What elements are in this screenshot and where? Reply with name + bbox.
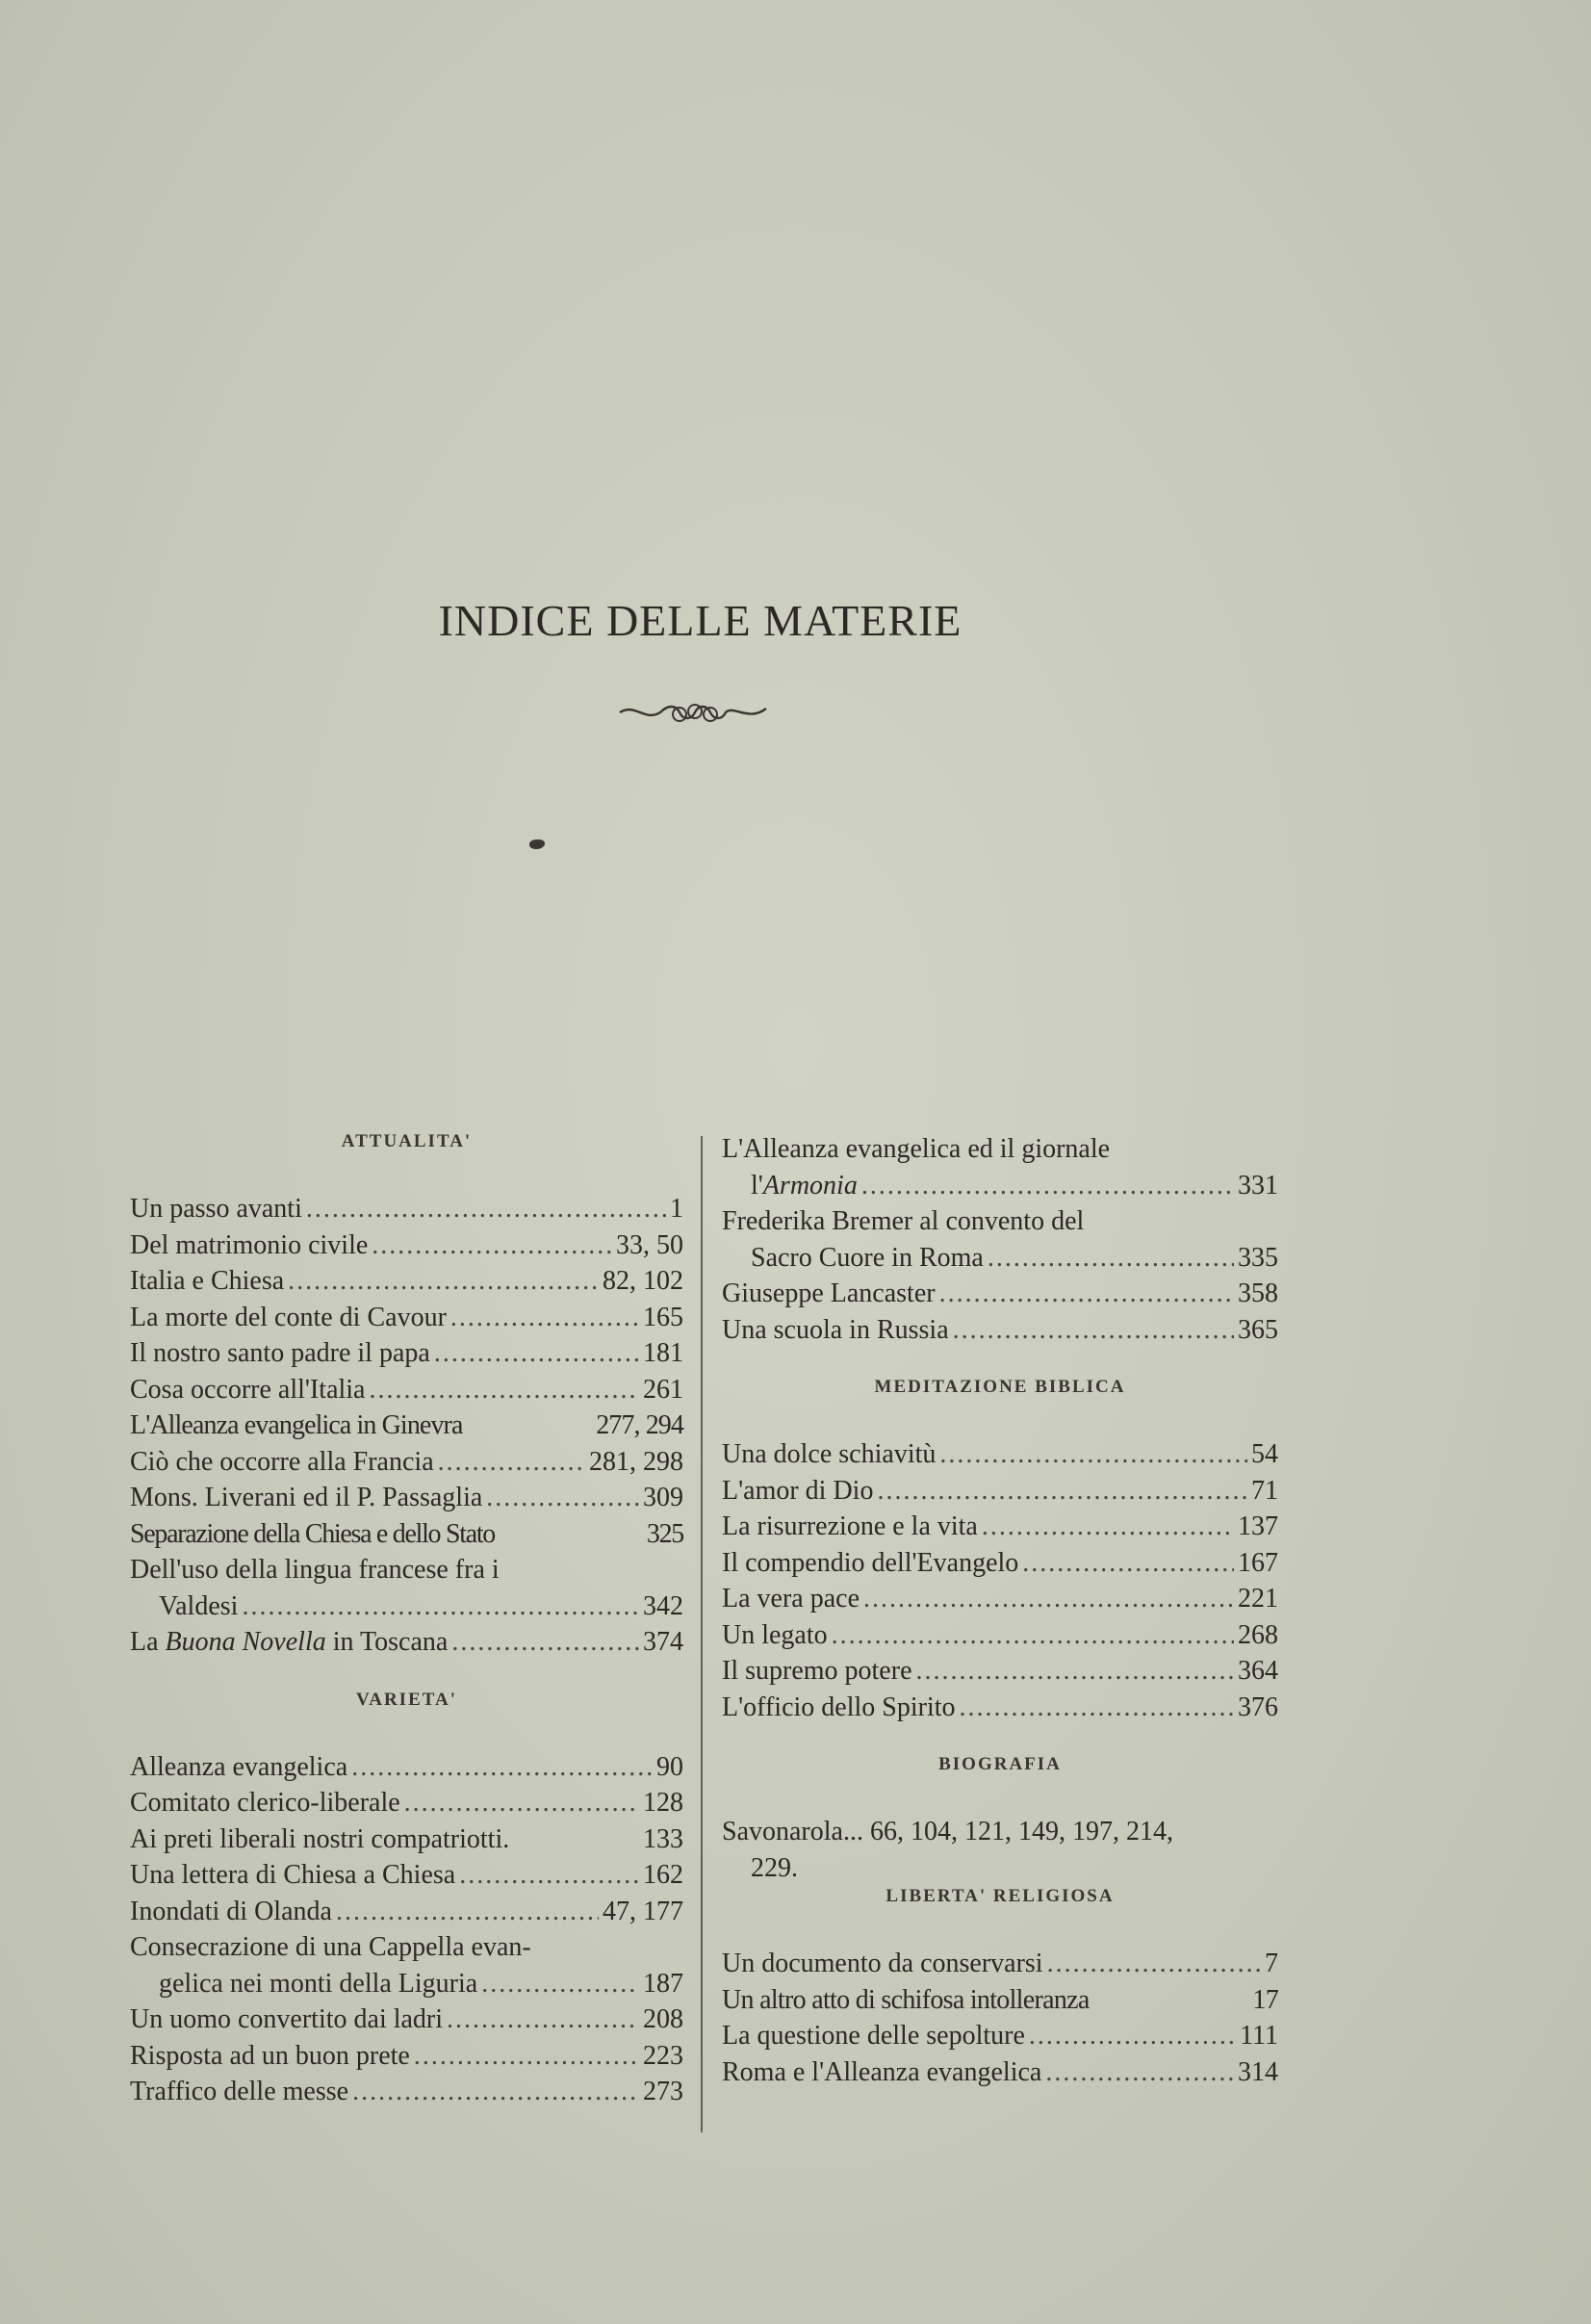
- index-entry: Ciò che occorre alla Francia ..... 281, 298: [130, 1444, 683, 1481]
- index-entry: Risposta ad un buon prete ..... 223: [130, 2038, 683, 2075]
- section-heading-varieta: VARIETA': [355, 1689, 458, 1710]
- index-entry: Mons. Liverani ed il P. Passaglia ..... 309: [130, 1480, 683, 1516]
- index-entry-line: L'Alleanza evangelica ed il giornale: [722, 1134, 1111, 1164]
- index-entry: Italia e Chiesa ..... 82, 102: [130, 1263, 683, 1300]
- index-entry: La Buona Novella in Toscana ..... 374: [130, 1624, 683, 1661]
- index-entry: Alleanza evangelica ..... 90: [130, 1749, 683, 1786]
- index-entry: Sacro Cuore in Roma ..... 335: [722, 1240, 1278, 1277]
- left-column: [130, 1131, 683, 2110]
- section-heading-liberta-religiosa: LIBERTA' RELIGIOSA: [885, 1886, 1115, 1906]
- index-entry: l'Armonia ..... 331: [722, 1168, 1278, 1204]
- index-entry: Una scuola in Russia ..... 365: [722, 1312, 1278, 1349]
- index-entry-line: Frederika Bremer al convento del: [722, 1206, 1085, 1236]
- index-entry: Un uomo convertito dai ladri ..... 208: [130, 2001, 683, 2038]
- index-entry-line: Dell'uso della lingua francese fra i: [130, 1555, 500, 1585]
- index-entry: Giuseppe Lancaster ..... 358: [722, 1276, 1278, 1312]
- index-entry: Del matrimonio civile ..... 33, 50: [130, 1227, 683, 1264]
- index-entry: La morte del conte di Cavour ..... 165: [130, 1300, 683, 1336]
- index-entry: gelica nei monti della Liguria ..... 187: [130, 1966, 683, 2002]
- section-heading-biografia: BIOGRAFIA: [938, 1754, 1062, 1774]
- index-entry: Il supremo potere ..... 364: [722, 1653, 1278, 1690]
- index-entry: Roma e l'Alleanza evangelica ..... 314: [722, 2054, 1278, 2091]
- index-entry: L'officio dello Spirito ..... 376: [722, 1690, 1278, 1726]
- index-entry: Il nostro santo padre il papa ..... 181: [130, 1335, 683, 1372]
- biography-entry-line: Savonarola... 66, 104, 121, 149, 197, 214,: [722, 1817, 1173, 1846]
- index-entry: Una dolce schiavitù ..... 54: [722, 1436, 1278, 1473]
- flourish-ornament-icon: [616, 695, 770, 730]
- index-entry: L'amor di Dio ..... 71: [722, 1473, 1278, 1510]
- index-entry: La questione delle sepolture ..... 111: [722, 2018, 1278, 2054]
- index-entry: Un passo avanti ..... 1: [130, 1191, 683, 1227]
- index-entry: Separazione della Chiesa e dello Stato 325: [130, 1518, 683, 1549]
- index-entry: Un altro atto di schifosa intolleranza 17: [722, 1984, 1278, 2015]
- section-heading-attualita: ATTUALITA': [341, 1131, 473, 1151]
- index-entry: La risurrezione e la vita ..... 137: [722, 1509, 1278, 1545]
- index-entry: Un documento da conservarsi ..... 7: [722, 1946, 1278, 1982]
- index-entry: Cosa occorre all'Italia ..... 261: [130, 1372, 683, 1408]
- index-entry: Ai preti liberali nostri compatriotti. 133: [130, 1823, 683, 1854]
- right-column: [722, 1131, 1278, 2090]
- index-entry: L'Alleanza evangelica in Ginevra 277, 294: [130, 1410, 683, 1440]
- index-entry-line: Consecrazione di una Cappella evan-: [130, 1932, 531, 1962]
- index-entry: Una lettera di Chiesa a Chiesa ..... 162: [130, 1857, 683, 1894]
- index-entry: Inondati di Olanda ..... 47, 177: [130, 1894, 683, 1930]
- index-entry: Un legato ..... 268: [722, 1617, 1278, 1654]
- index-entry: Il compendio dell'Evangelo ..... 167: [722, 1545, 1278, 1582]
- section-heading-meditazione-biblica: MEDITAZIONE BIBLICA: [874, 1377, 1126, 1397]
- index-entry: Valdesi ..... 342: [130, 1588, 683, 1625]
- ink-speck: [529, 839, 545, 849]
- index-entry: La vera pace ..... 221: [722, 1581, 1278, 1617]
- index-entry: Comitato clerico-liberale ..... 128: [130, 1785, 683, 1821]
- index-entry: Traffico delle messe ..... 273: [130, 2074, 683, 2110]
- biography-entry-line: 229.: [751, 1852, 798, 1883]
- page-title: INDICE DELLE MATERIE: [438, 596, 962, 645]
- column-divider: [701, 1136, 703, 2132]
